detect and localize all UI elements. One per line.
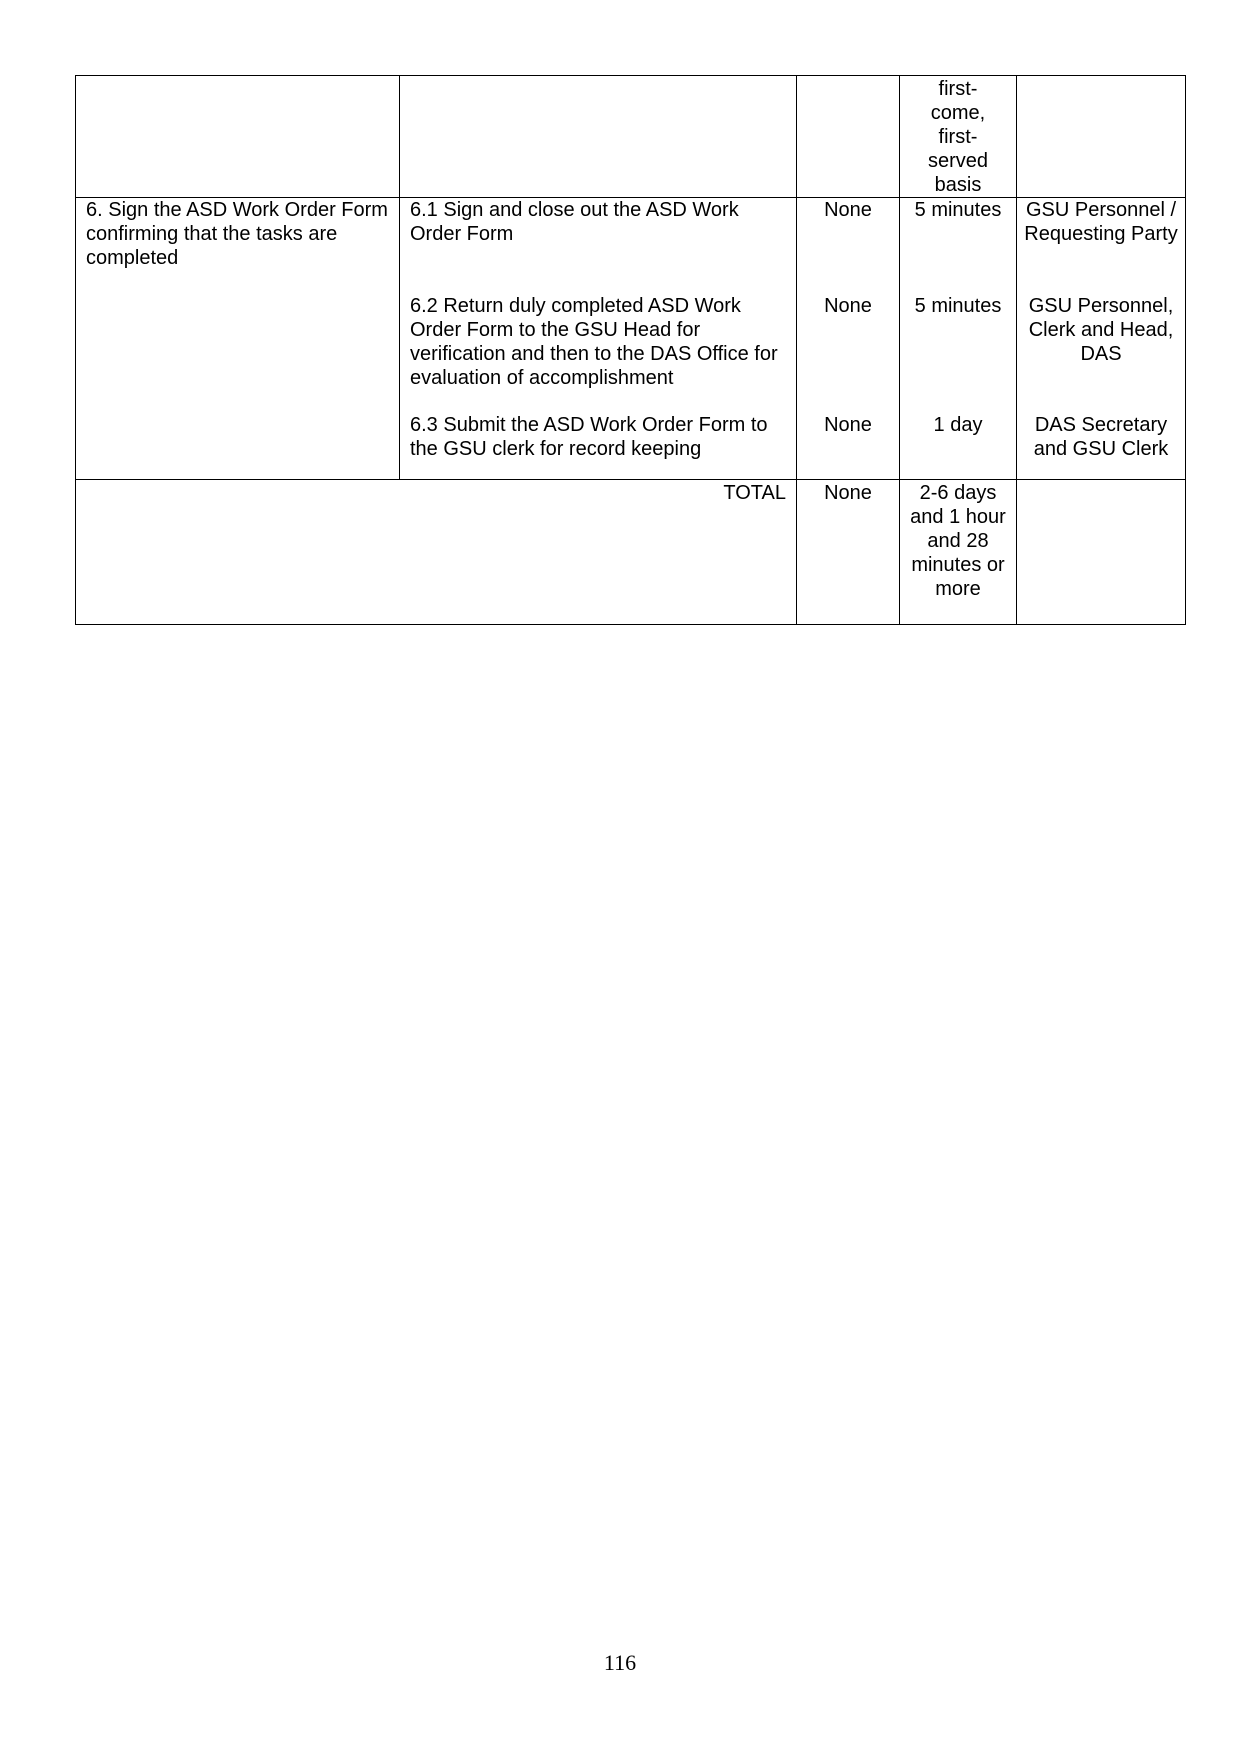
fee-6-1: None [824, 199, 872, 221]
cell-agency-action-empty [400, 76, 797, 198]
person-6-1: GSU Personnel / Requesting Party [1024, 199, 1178, 245]
total-label: TOTAL [76, 480, 797, 625]
table-row-step-6 [76, 198, 1186, 480]
time-6-2: 5 minutes [914, 295, 1002, 317]
agency-action-6-3: 6.3 Submit the ASD Work Order Form to the GSU clerk for record keeping [410, 414, 768, 460]
cell-processing-time [900, 198, 1017, 480]
cell-person-responsible-empty [1017, 76, 1186, 198]
fee-6-2: None [824, 295, 872, 317]
total-processing-time: 2-6 days and 1 hour and 28 minutes or more [900, 480, 1017, 625]
process-table [75, 75, 1186, 625]
total-person-responsible [1017, 480, 1186, 625]
fee-6-3: None [824, 414, 872, 436]
person-6-2: GSU Personnel, Clerk and Head, DAS [1028, 295, 1174, 365]
cell-fees [797, 198, 900, 480]
client-step-text: 6. Sign the ASD Work Order Form confirming that the tasks are completed [86, 199, 388, 269]
cell-fees-empty [797, 76, 900, 198]
cell-person-responsible [1017, 198, 1186, 480]
table-row-continuation [76, 76, 1186, 198]
agency-action-6-1: 6.1 Sign and close out the ASD Work Order Form [410, 199, 739, 245]
cell-processing-time-continued: first- come, first- served basis [900, 76, 1017, 198]
person-6-3: DAS Secretary and GSU Clerk [1033, 414, 1169, 460]
time-6-3: 1 day [933, 414, 983, 436]
time-6-1: 5 minutes [914, 199, 1002, 221]
total-fees: None [797, 480, 900, 625]
cell-client-step-6 [76, 198, 400, 480]
cell-client-step-empty [76, 76, 400, 198]
cell-agency-actions [400, 198, 797, 480]
table-row-total [76, 480, 1186, 625]
page-number: 116 [603, 1650, 637, 1675]
agency-action-6-2: 6.2 Return duly completed ASD Work Order Form to the GSU Head for verification and then to the DAS Office for evaluation of accomplishment [410, 295, 778, 389]
